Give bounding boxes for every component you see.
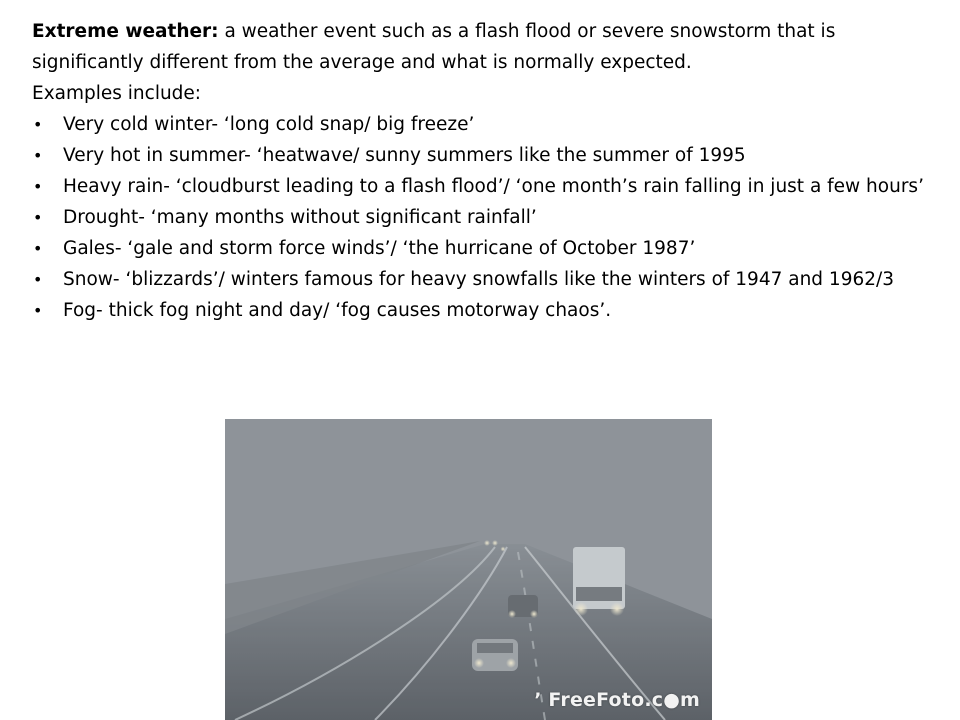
examples-label: Examples include: [32, 83, 202, 104]
list-item [32, 109, 932, 140]
list-item [32, 233, 932, 264]
list-item-text: Drought- ‘many months without significant rainfall’ [63, 207, 537, 228]
list-item [32, 140, 932, 171]
examples-list [32, 109, 932, 326]
list-item [32, 171, 932, 202]
bullet-icon: • [33, 146, 43, 165]
bullet-icon: • [33, 301, 43, 320]
list-item-text: Gales- ‘gale and storm force winds’/ ‘the hurricane of October 1987’ [63, 238, 696, 259]
list-item-text: Heavy rain- ‘cloudburst leading to a flash flood’/ ‘one month’s rain falling in just a few hours’ [63, 176, 924, 197]
fog-road-illustration [225, 419, 712, 720]
fog-motorway-photo [225, 419, 712, 720]
list-item-text: Very hot in summer- ‘heatwave/ sunny summers like the summer of 1995 [63, 145, 746, 166]
list-item [32, 202, 932, 233]
intro-paragraph [32, 16, 932, 78]
list-item [32, 264, 932, 295]
freefoto-watermark: ’ FreeFoto.c●m [534, 689, 700, 711]
bullet-icon: • [33, 177, 43, 196]
list-item-text: Fog- thick fog night and day/ ‘fog causes motorway chaos’. [63, 300, 612, 321]
bullet-icon: • [33, 208, 43, 227]
bullet-icon: • [33, 270, 43, 289]
definition-text: a weather event such as a flash flood or severe snowstorm that is significantly different from the average and what is normally expected. [32, 21, 836, 73]
bullet-icon: • [33, 239, 43, 258]
list-item-text: Snow- ‘blizzards’/ winters famous for heavy snowfalls like the winters of 1947 and 1962/3 [63, 269, 895, 290]
bullet-icon: • [33, 115, 43, 134]
term-extreme-weather: Extreme weather: [32, 21, 219, 42]
list-item-text: Very cold winter- ‘long cold snap/ big freeze’ [63, 114, 475, 135]
text-block [32, 16, 932, 326]
list-item [32, 295, 932, 326]
